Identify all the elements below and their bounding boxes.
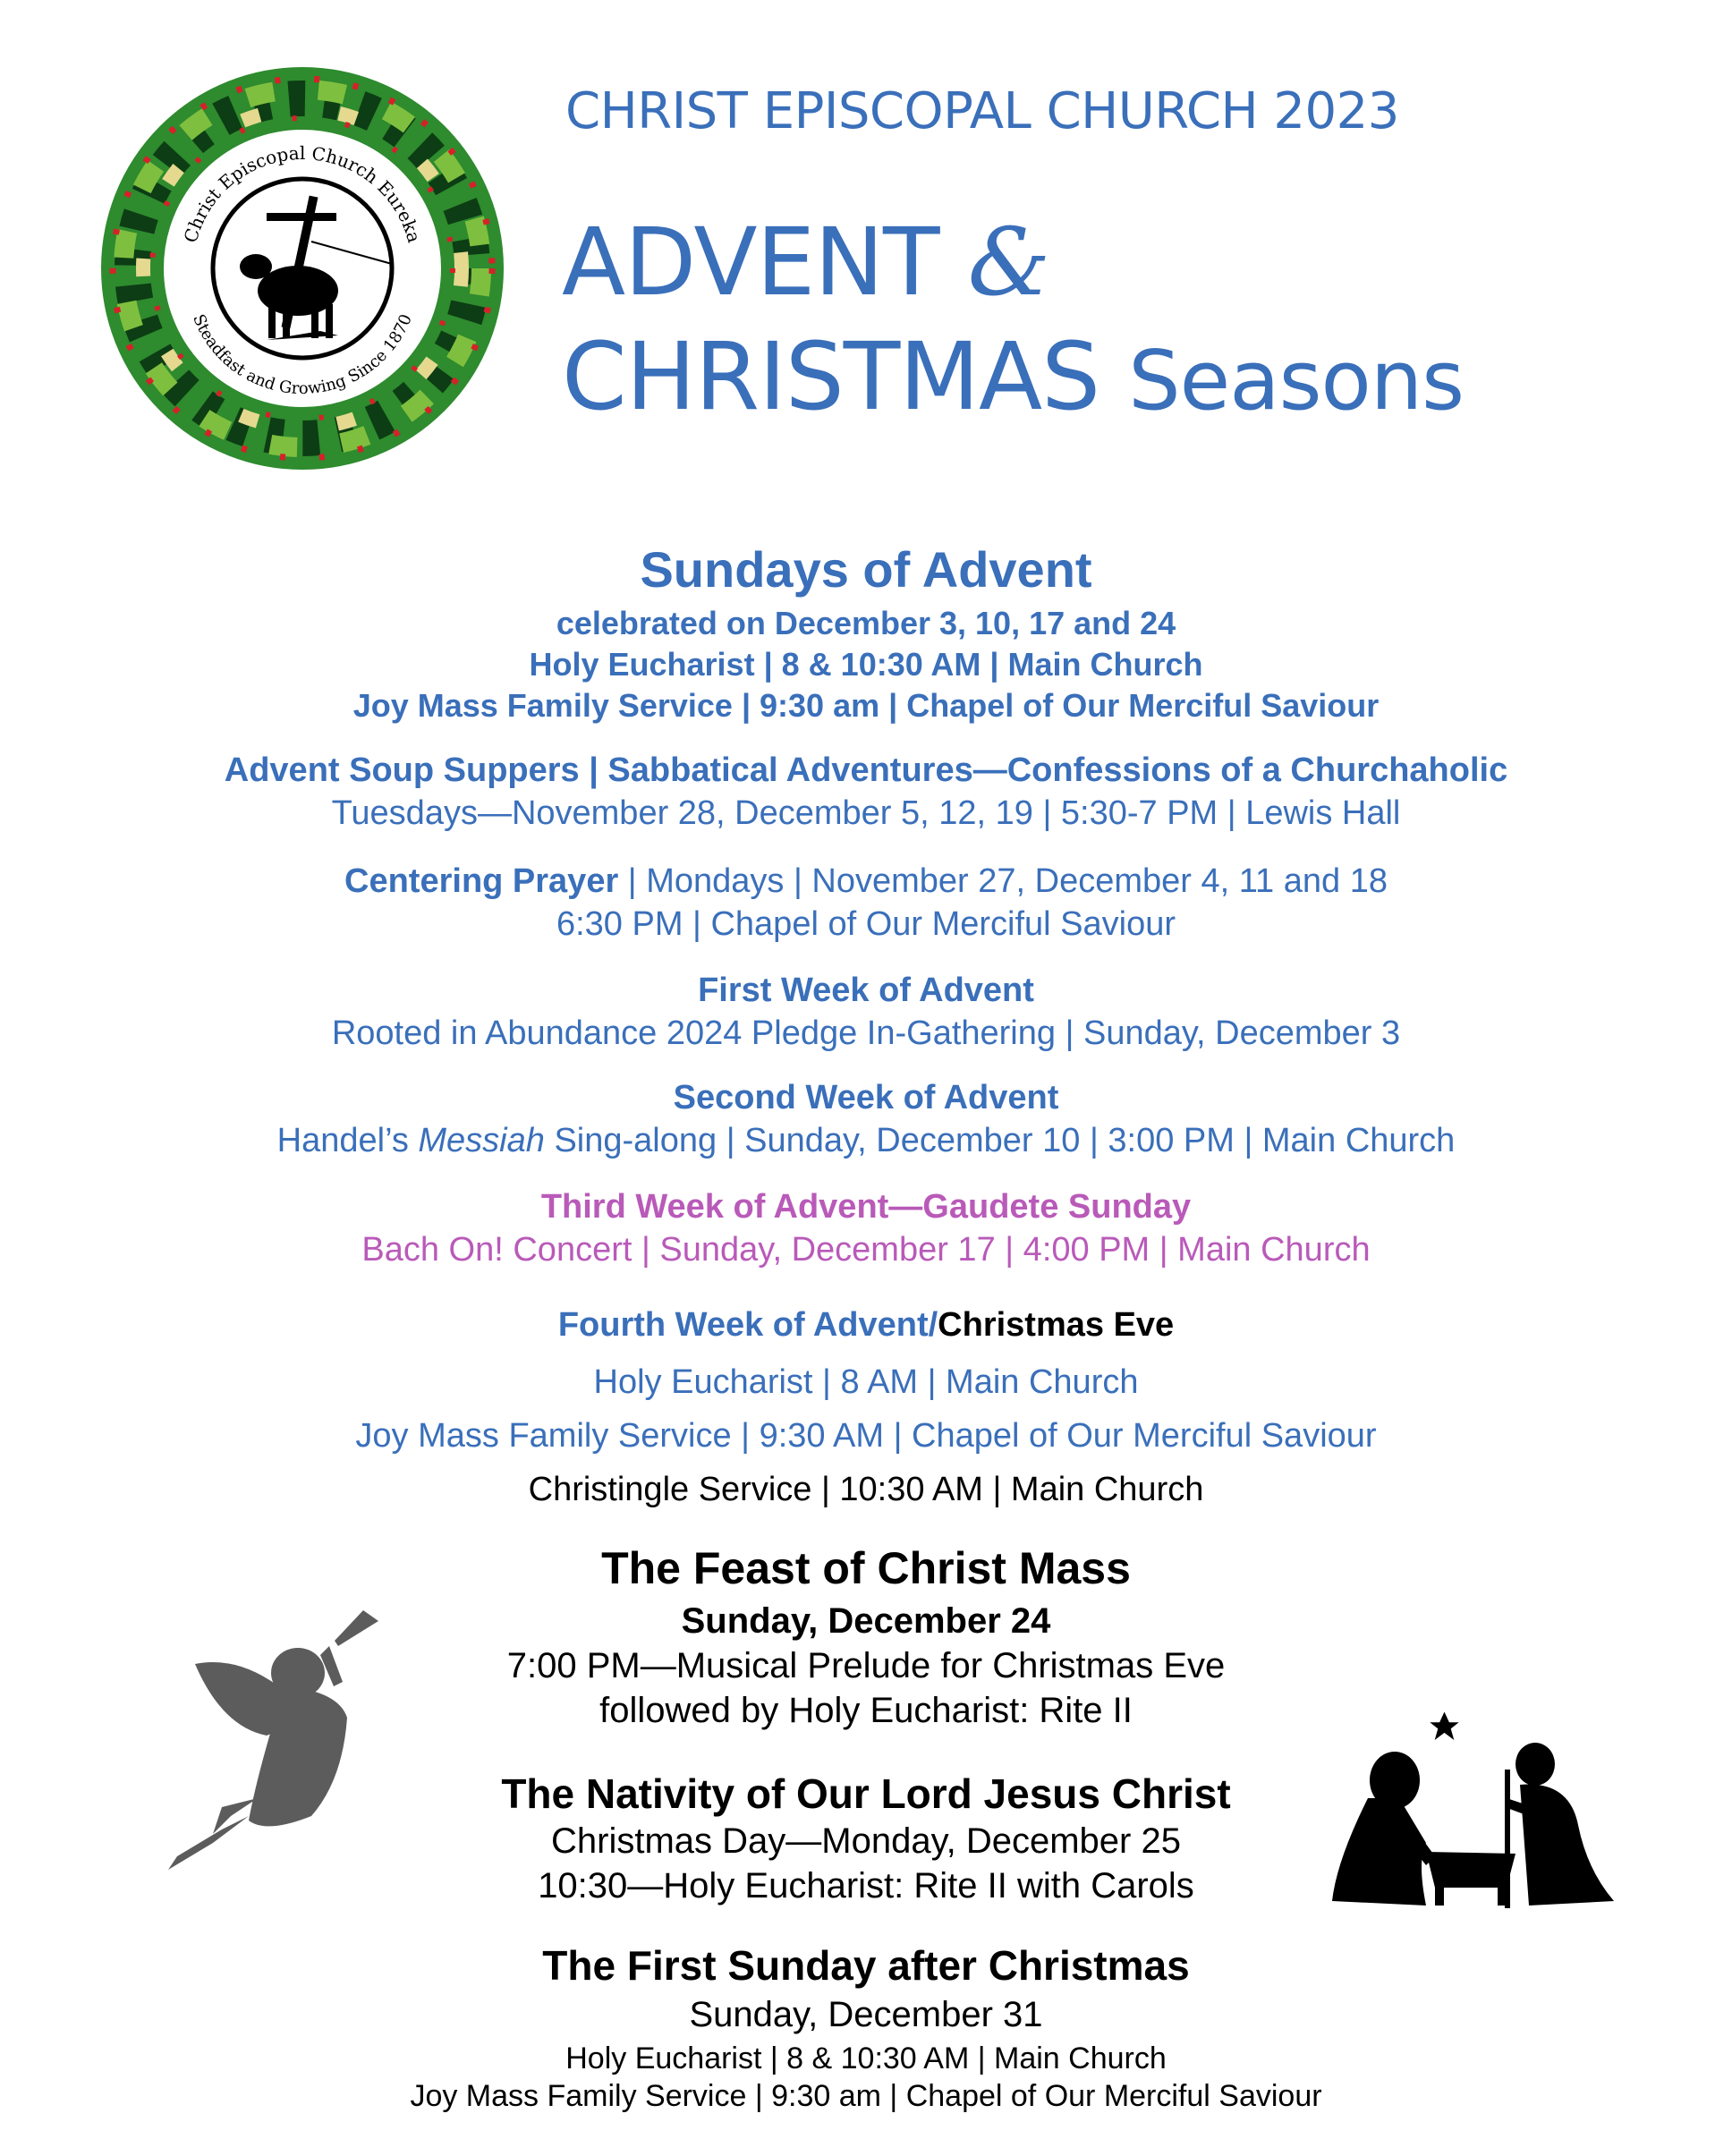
feast-christ-mass-eucharist: followed by Holy Eucharist: Rite II	[599, 1691, 1133, 1730]
title-advent: ADVENT	[562, 208, 939, 317]
soup-suppers-detail: Tuesdays—November 28, December 5, 12, 19 | 5:30-7 PM | Lewis Hall	[331, 794, 1401, 832]
second-week-detail	[0, 1122, 1732, 1160]
section-title-sundays-of-advent: Sundays of Advent	[640, 541, 1092, 598]
title-seasons: Seasons	[1128, 333, 1465, 429]
feast-christ-mass-title: The Feast of Christ Mass	[601, 1543, 1131, 1593]
feast-christ-mass-prelude: 7:00 PM—Musical Prelude for Christmas Eve	[506, 1646, 1226, 1685]
first-week-detail: Rooted in Abundance 2024 Pledge In-Gathering | Sunday, December 3	[331, 1014, 1401, 1052]
title-line-1	[562, 208, 1049, 317]
first-week-title: First Week of Advent	[698, 972, 1034, 1009]
centering-prayer-days: | Mondays | November 27, December 4, 11 and 18	[618, 862, 1388, 900]
nativity-date: Christmas Day—Monday, December 25	[551, 1821, 1181, 1861]
centering-prayer-detail: 6:30 PM | Chapel of Our Merciful Saviour	[556, 905, 1176, 943]
title-ampersand: &	[967, 208, 1050, 317]
nativity-title: The Nativity of Our Lord Jesus Christ	[501, 1770, 1231, 1817]
first-sunday-joy-mass: Joy Mass Family Service | 9:30 am | Chapel of Our Merciful Saviour	[410, 2079, 1322, 2113]
first-sunday-after-christmas-date: Sunday, December 31	[689, 1995, 1043, 2034]
svg-text:Steadfast and Growing Since 18: Steadfast and Growing Since 1870	[189, 311, 416, 399]
church-name-year: CHRIST EPISCOPAL CHURCH 2023	[565, 82, 1399, 140]
fourth-week-title	[0, 1306, 1732, 1345]
nativity-service: 10:30—Holy Eucharist: Rite II with Carols	[538, 1866, 1194, 1906]
title-christmas: CHRISTMAS	[562, 322, 1100, 431]
second-week-title: Second Week of Advent	[673, 1079, 1059, 1116]
third-week-title: Third Week of Advent—Gaudete Sunday	[540, 1188, 1192, 1226]
second-week-prefix: Handel’s	[276, 1122, 419, 1159]
church-logo-wreath	[97, 63, 508, 474]
fourth-week-title-christmas-eve: Christmas Eve	[938, 1306, 1175, 1344]
fourth-week-joy-mass: Joy Mass Family Service | 9:30 AM | Chapel of Our Merciful Saviour	[355, 1417, 1377, 1455]
first-sunday-holy-eucharist: Holy Eucharist | 8 & 10:30 AM | Main Church	[565, 2041, 1167, 2075]
sundays-dates: celebrated on December 3, 10, 17 and 24	[556, 605, 1176, 641]
second-week-suffix: Sing-along | Sunday, December 10 | 3:00 PM | Main Church	[544, 1122, 1456, 1159]
sundays-joy-mass: Joy Mass Family Service | 9:30 am | Chapel of Our Merciful Saviour	[352, 687, 1380, 724]
feast-christ-mass-date: Sunday, December 24	[681, 1601, 1051, 1641]
wreath-icon	[97, 63, 508, 474]
fourth-week-title-advent: Fourth Week of Advent/	[557, 1306, 938, 1344]
third-week-detail: Bach On! Concert | Sunday, December 17 | 4:00 PM | Main Church	[361, 1231, 1371, 1269]
centering-prayer-title: Centering Prayer	[344, 862, 619, 900]
fourth-week-holy-eucharist: Holy Eucharist | 8 AM | Main Church	[593, 1363, 1139, 1401]
svg-text:Christ Episcopal Church Eureka: Christ Episcopal Church Eureka	[179, 141, 426, 245]
soup-suppers-title: Advent Soup Suppers | Sabbatical Adventures—Confessions of a Churchaholic	[224, 751, 1508, 789]
christingle-service: Christingle Service | 10:30 AM | Main Church	[528, 1471, 1204, 1508]
messiah-title: Messiah	[418, 1122, 545, 1159]
sundays-holy-eucharist: Holy Eucharist | 8 & 10:30 AM | Main Church	[529, 646, 1203, 683]
centering-prayer-line	[0, 862, 1732, 901]
first-sunday-after-christmas-title: The First Sunday after Christmas	[542, 1942, 1190, 1989]
title-line-2	[562, 322, 1464, 431]
